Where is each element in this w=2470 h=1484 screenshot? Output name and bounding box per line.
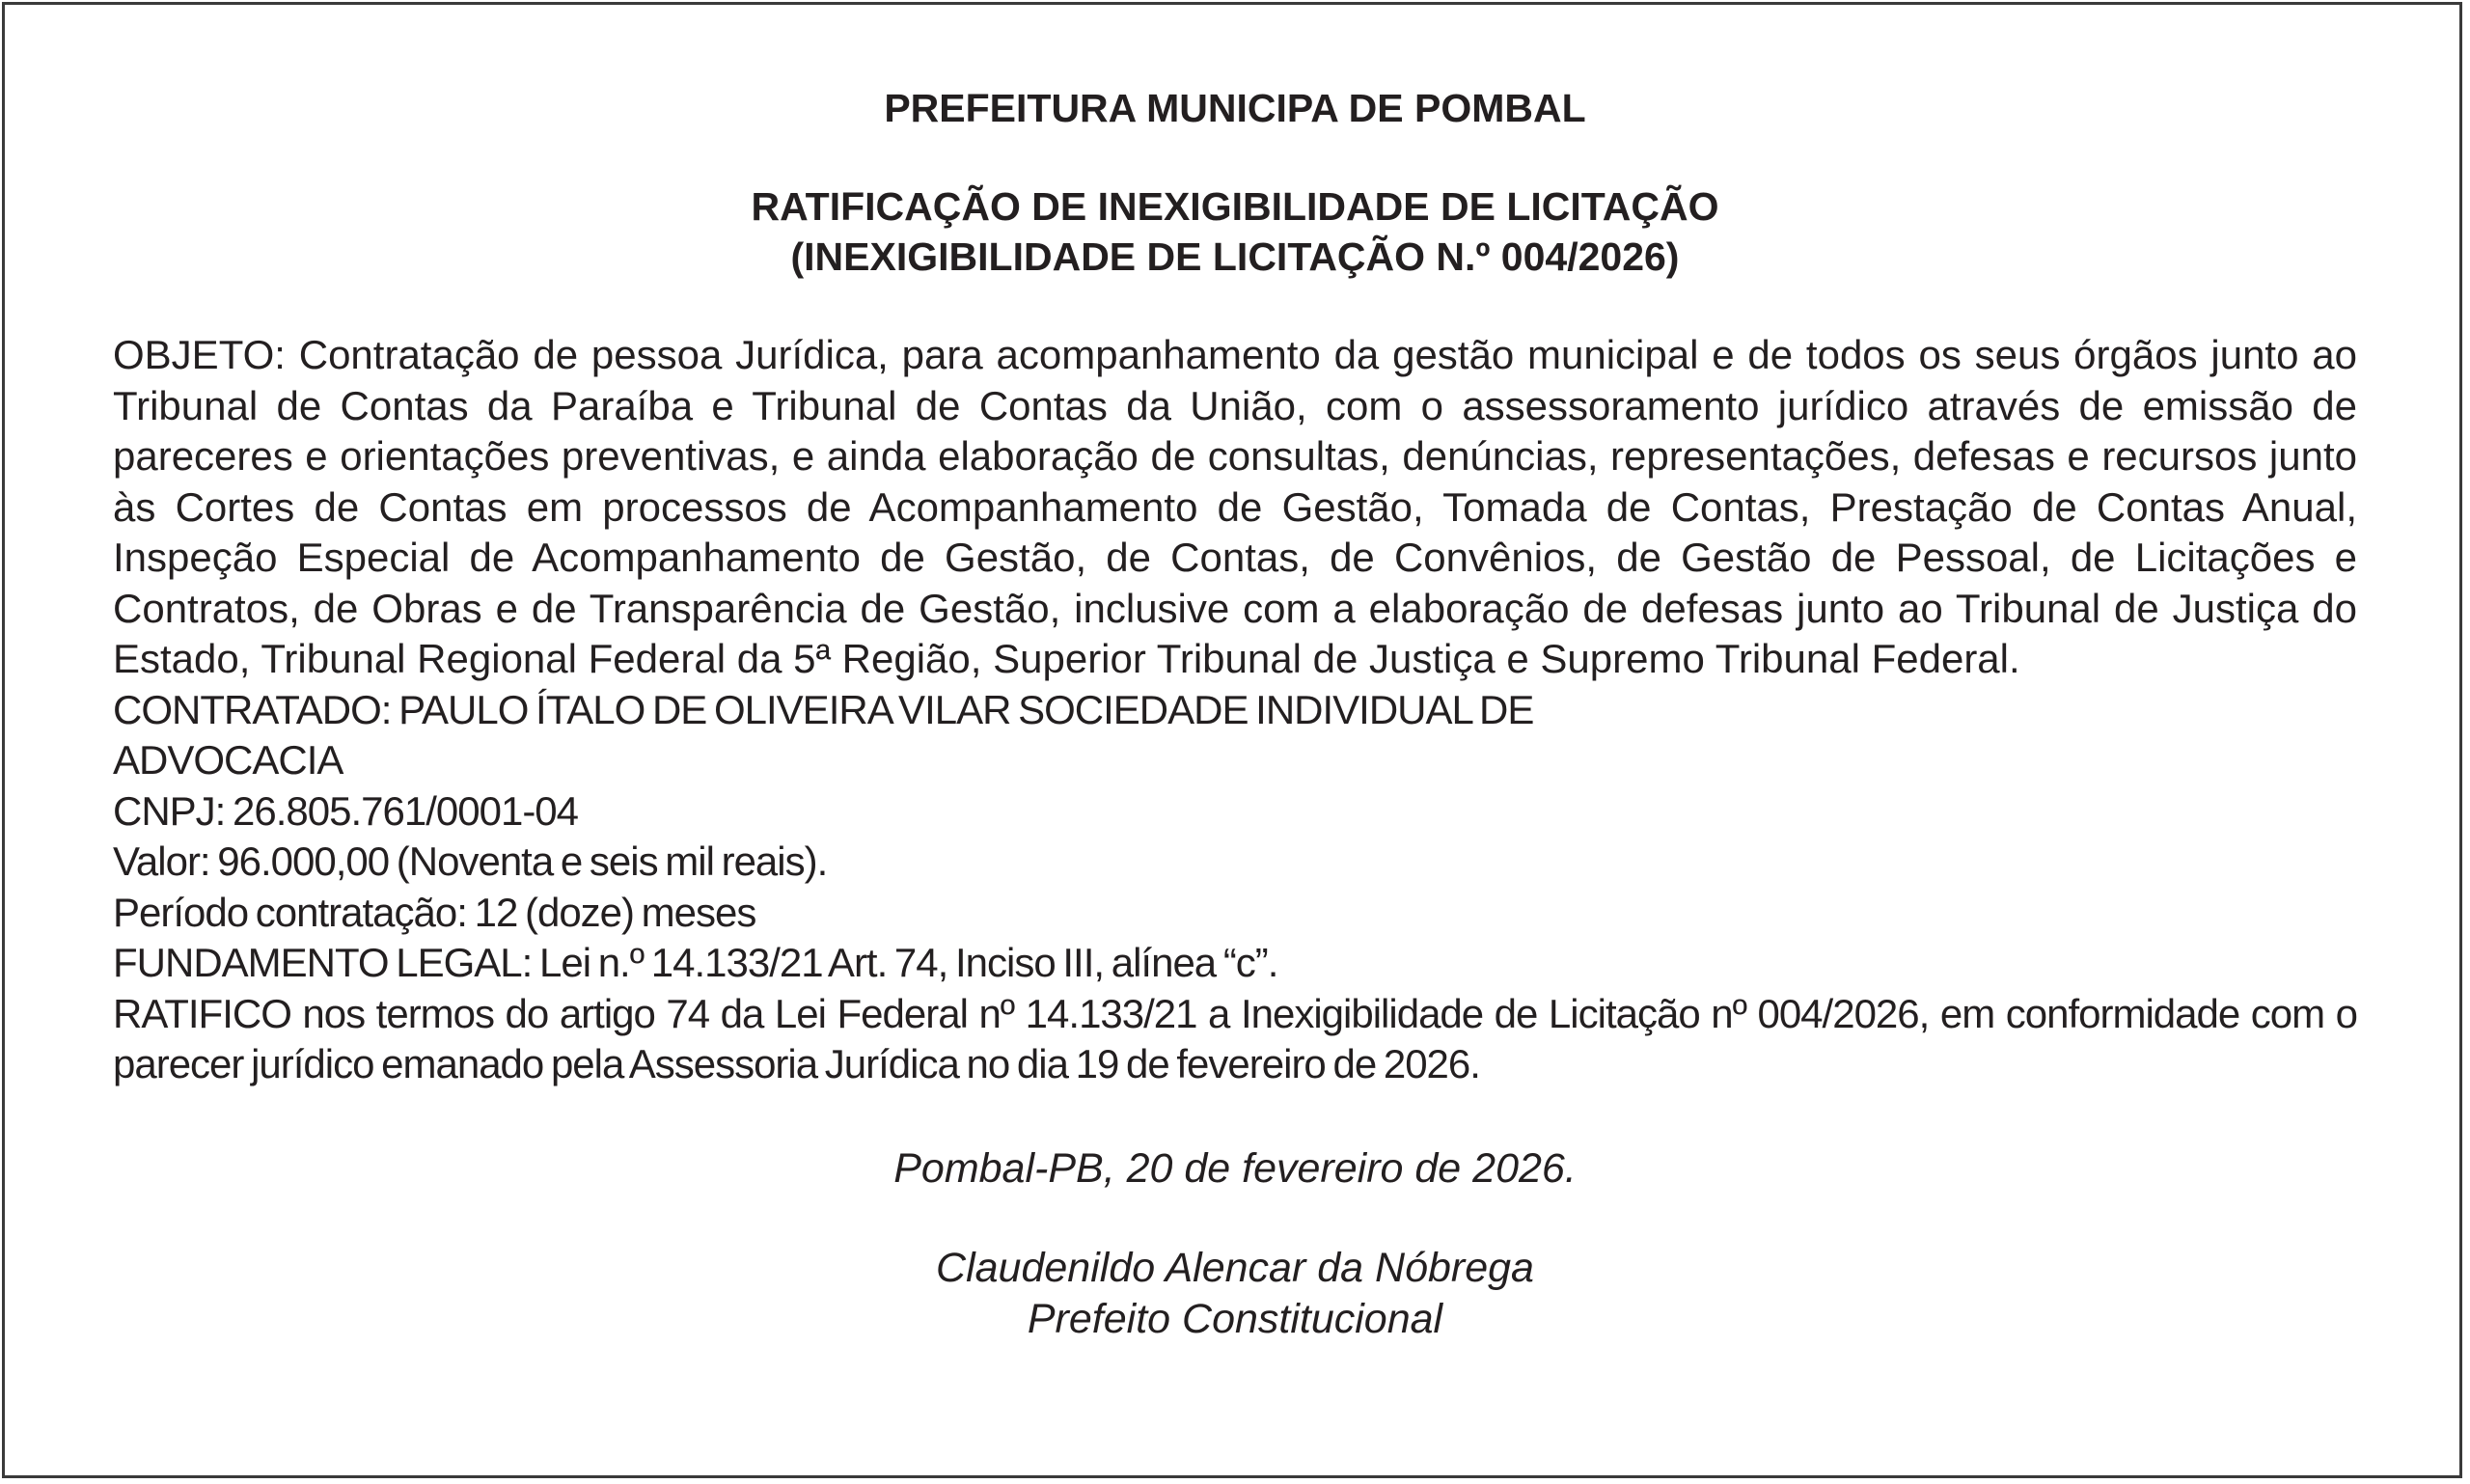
contratado-line-1: CONTRATADO: PAULO ÍTALO DE OLIVEIRA VILAR SOCIEDADE INDIVIDUAL DE [113, 686, 1534, 732]
date-line: Pombal-PB, 20 de fevereiro de 2026. [893, 1144, 1577, 1192]
signatory-name: Claudenildo Alencar da Nóbrega [936, 1244, 1534, 1291]
periodo-line: Período contratação: 12 (doze) meses [113, 889, 756, 935]
objeto-paragraph: OBJETO: Contratação de pessoa Jurídica, para acompanhamento da gestão municipal e de todos os seus órgãos junto ao Tribunal de Contas da Paraíba e Tribunal de Contas da União, com o assessoramento jurídico através de emissão de pareceres e orientações preventivas, e ainda elaboração de consultas, denúncias, representações, defesas e recursos junto às Cortes de Contas em processos de Acompanhamento de Gestão, Tomada de Contas, Prestação de Contas Anual, Inspeção Especial de Acompanhamento de Gestão, de Contas, de Convênios, de Gestão de Pessoal, de Licitações e Contratos, de Obras e de Transparência de Gestão, inclusive com a elaboração de defesas junto ao Tribunal de Justiça do Estado, Tribunal Regional Federal da 5ª Região, Superior Tribunal de Justiça e Supremo Tribunal Federal. [113, 332, 2357, 681]
signatory-role: Prefeito Constitucional [1027, 1295, 1443, 1342]
org-title: PREFEITURA MUNICIPA DE POMBAL [884, 86, 1586, 130]
contratado-line-2: ADVOCACIA [113, 737, 343, 783]
fundamento-line: FUNDAMENTO LEGAL: Lei n.º 14.133/21 Art. 74, Inciso III, alínea “c”. [113, 940, 1278, 985]
document-title-line-2: (INEXIGIBILIDADE DE LICITAÇÃO N.º 004/2026) [790, 234, 1680, 279]
document-content [113, 75, 2357, 1345]
cnpj-line: CNPJ: 26.805.761/0001-04 [113, 787, 579, 834]
valor-line: Valor: 96.000,00 (Noventa e seis mil reais). [113, 838, 828, 884]
ratifico-paragraph: RATIFICO nos termos do artigo 74 da Lei Federal nº 14.133/21 a Inexigibilidade de Licitação nº 004/2026, em conformidade com o parecer jurídico emanado pela Assessoria Jurídica no dia 19 de fevereiro de 2026. [113, 990, 2357, 1086]
document-title-line-1: RATIFICAÇÃO DE INEXIGIBILIDADE DE LICITAÇÃO [751, 184, 1719, 229]
document-body [113, 330, 2357, 1090]
